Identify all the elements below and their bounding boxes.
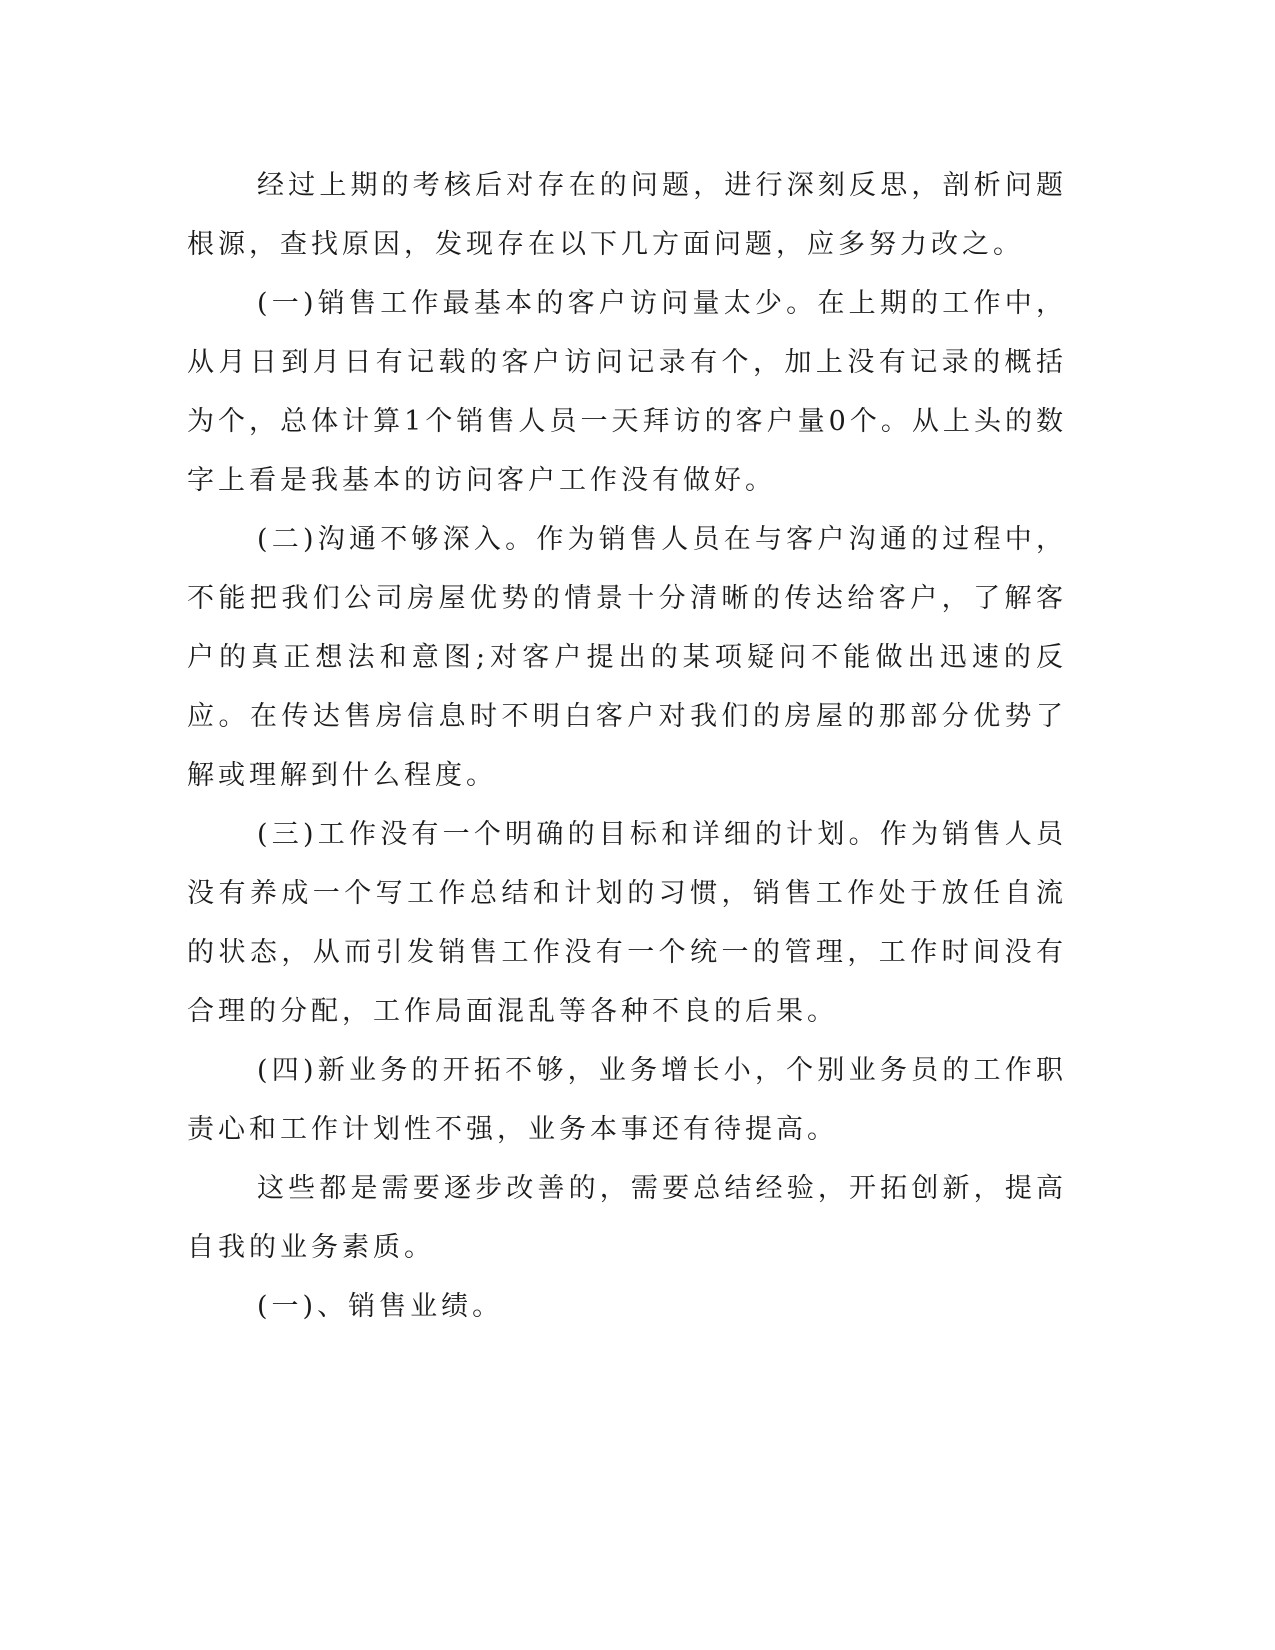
document-body [187,156,1067,1336]
paragraph-new-business: (四)新业务的开拓不够，业务增长小，个别业务员的工作职责心和工作计划性不强，业务本事还有待提高。 [187,1055,1067,1145]
paragraph-planning: (三)工作没有一个明确的目标和详细的计划。作为销售人员没有养成一个写工作总结和计划的习惯，销售工作处于放任自流的状态，从而引发销售工作没有一个统一的管理，工作时间没有合理的分配，工作局面混乱等各种不良的后果。 [187,819,1067,1027]
paragraph-communication: (二)沟通不够深入。作为销售人员在与客户沟通的过程中，不能把我们公司房屋优势的情景十分清晰的传达给客户，了解客户的真正想法和意图;对客户提出的某项疑问不能做出迅速的反应。在传达售房信息时不明白客户对我们的房屋的那部分优势了解或理解到什么程度。 [187,524,1067,791]
paragraph-improvement: 这些都是需要逐步改善的，需要总结经验，开拓创新，提高自我的业务素质。 [187,1173,1067,1263]
paragraph-visit-volume: (一)销售工作最基本的客户访问量太少。在上期的工作中，从月日到月日有记载的客户访问记录有个，加上没有记录的概括为个，总体计算1个销售人员一天拜访的客户量0个。从上头的数字上看是我基本的访问客户工作没有做好。 [187,288,1067,496]
paragraph-intro: 经过上期的考核后对存在的问题，进行深刻反思，剖析问题根源，查找原因，发现存在以下几方面问题，应多努力改之。 [187,170,1067,260]
section-heading-sales-performance: (一)、销售业绩。 [257,1291,504,1322]
